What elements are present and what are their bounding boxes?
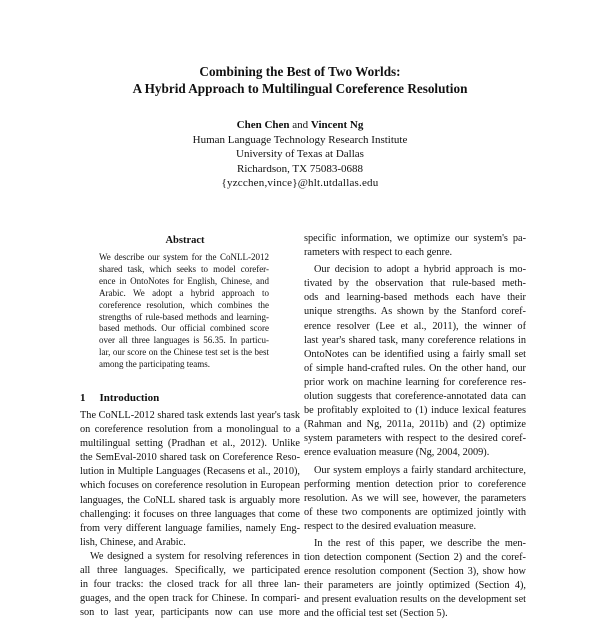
body-line: last year's shared task, many coreference relations in [304, 334, 526, 346]
author-2: Vincent Ng [310, 119, 364, 131]
abstract-line: lar, our score on the Chinese test set is the best [99, 347, 269, 358]
body-line: the SemEval-2010 shared task on Coreference Reso- [80, 452, 300, 464]
affiliation-line: Richardson, TX 75083-0688 [237, 162, 363, 175]
body-line: unique strengths. As shown by the Stanford coref- [304, 306, 526, 318]
body-line: which focuses on coreference resolution in European [80, 480, 300, 492]
abstract-line: coreference resolution, which combines the [99, 299, 269, 310]
affiliation-line: Human Language Technology Research Institute [192, 133, 408, 146]
section-heading-introduction [80, 392, 159, 404]
body-line: resolution. As we will see, however, the parameters [304, 492, 526, 504]
body-line: erence resolution component (Section 3), show how [304, 566, 526, 578]
body-line: The CoNLL-2012 shared task extends last year's task [80, 410, 300, 421]
body-line: tion detection component (Section 2) and the coref- [304, 552, 526, 564]
abstract-line: We describe our system for the CoNLL-2012 [99, 252, 269, 262]
body-line: languages, the CoNLL shared task is arguably more [80, 494, 300, 506]
author-1: Chen Chen [236, 119, 290, 131]
body-line: system parameters with respect to the desired coref- [304, 433, 526, 445]
body-line: their parameters are jointly optimized (Section 4), [304, 580, 526, 592]
left-column-body [80, 409, 300, 620]
body-line: all three languages. Specifically, we participated [80, 565, 300, 577]
body-line: prior work on machine learning for coreference res- [304, 376, 526, 388]
author-connector: and [292, 119, 309, 131]
abstract-line: ence in OntoNotes for English, Chinese, and [99, 275, 269, 286]
body-line: We designed a system for resolving references in [90, 550, 300, 562]
abstract-line: based methods. Our official combined score [99, 323, 269, 334]
body-line: of these two components are optimized jointly with [304, 506, 526, 518]
body-line: son to last year, participants now can use more [80, 607, 300, 619]
paper-title-line-1: Combining the Best of Two Worlds: [199, 64, 401, 79]
abstract-line: among the participating teams. [99, 359, 210, 370]
body-line: Our system employs a fairly standard architecture, [314, 464, 526, 476]
body-line: challenging: it focuses on three languages that come [80, 508, 300, 520]
body-line: guages, and the open track for Chinese. In compari- [80, 593, 300, 605]
abstract-line: strengths of rule-based methods and learning- [99, 311, 269, 322]
author-email: {yzcchen,vince}@hlt.utdallas.edu [221, 177, 379, 190]
abstract-line: over all three languages is 56.35. In particu- [99, 335, 269, 346]
body-line: erence evaluation measure (Ng, 2004, 2009). [304, 447, 490, 459]
paper-title-line-2: A Hybrid Approach to Multilingual Coreference Resolution [132, 81, 468, 96]
right-column-body [304, 232, 526, 622]
body-line: In the rest of this paper, we describe the men- [314, 537, 526, 549]
body-line: Our decision to adopt a hybrid approach is mo- [314, 264, 526, 276]
body-line: specific information, we optimize our system's pa- [304, 233, 526, 244]
body-line: and the official test set (Section 5). [304, 608, 448, 620]
body-line: olution suggests that coreference-annotated data can [304, 391, 526, 403]
body-line: from very different language families, namely Eng- [80, 522, 300, 534]
body-line: and present evaluation results on the development set [304, 594, 526, 606]
author-names [100, 118, 500, 133]
abstract-line: Arabic. We adopt a hybrid approach to [99, 287, 269, 298]
body-line: respect to the desired evaluation measure. [304, 520, 477, 532]
abstract-body [99, 252, 269, 371]
body-line: tivated by the observation that rule-based meth- [304, 278, 526, 290]
body-line: rameters with respect to each genre. [304, 247, 453, 259]
affiliation-line: University of Texas at Dallas [236, 148, 364, 161]
body-line: OntoNotes can be identified using a fairly small set [304, 348, 526, 360]
body-line: performing mention detection prior to coreference [304, 478, 526, 490]
section-number: 1 [80, 392, 86, 404]
body-line: erence resolver (Lee et al., 2011), the winner of [304, 320, 526, 332]
body-line: in four tracks: the closed track for all three lan- [80, 579, 300, 591]
abstract-line: shared task, which seeks to model corefer- [99, 263, 269, 274]
abstract-heading: Abstract [165, 235, 205, 246]
body-line: of simple hand-crafted rules. On the other hand, our [304, 362, 526, 374]
body-line: multilingual setting (Pradhan et al., 2012). Unlike [80, 438, 300, 450]
body-line: ods and learning-based methods each have their [304, 292, 526, 304]
author-block [100, 118, 500, 191]
section-title: Introduction [99, 392, 160, 404]
body-line: lish, Chinese, and Arabic. [80, 536, 186, 548]
body-line: on coreference resolution from a monolingual to a [80, 424, 300, 436]
body-line: (Rahman and Ng, 2011a, 2011b) and (2) optimize [304, 419, 526, 431]
body-line: be profitably exploited to (1) induce lexical features [304, 405, 526, 417]
body-line: lution in Multiple Languages (Recasens et al., 2010), [80, 466, 300, 478]
